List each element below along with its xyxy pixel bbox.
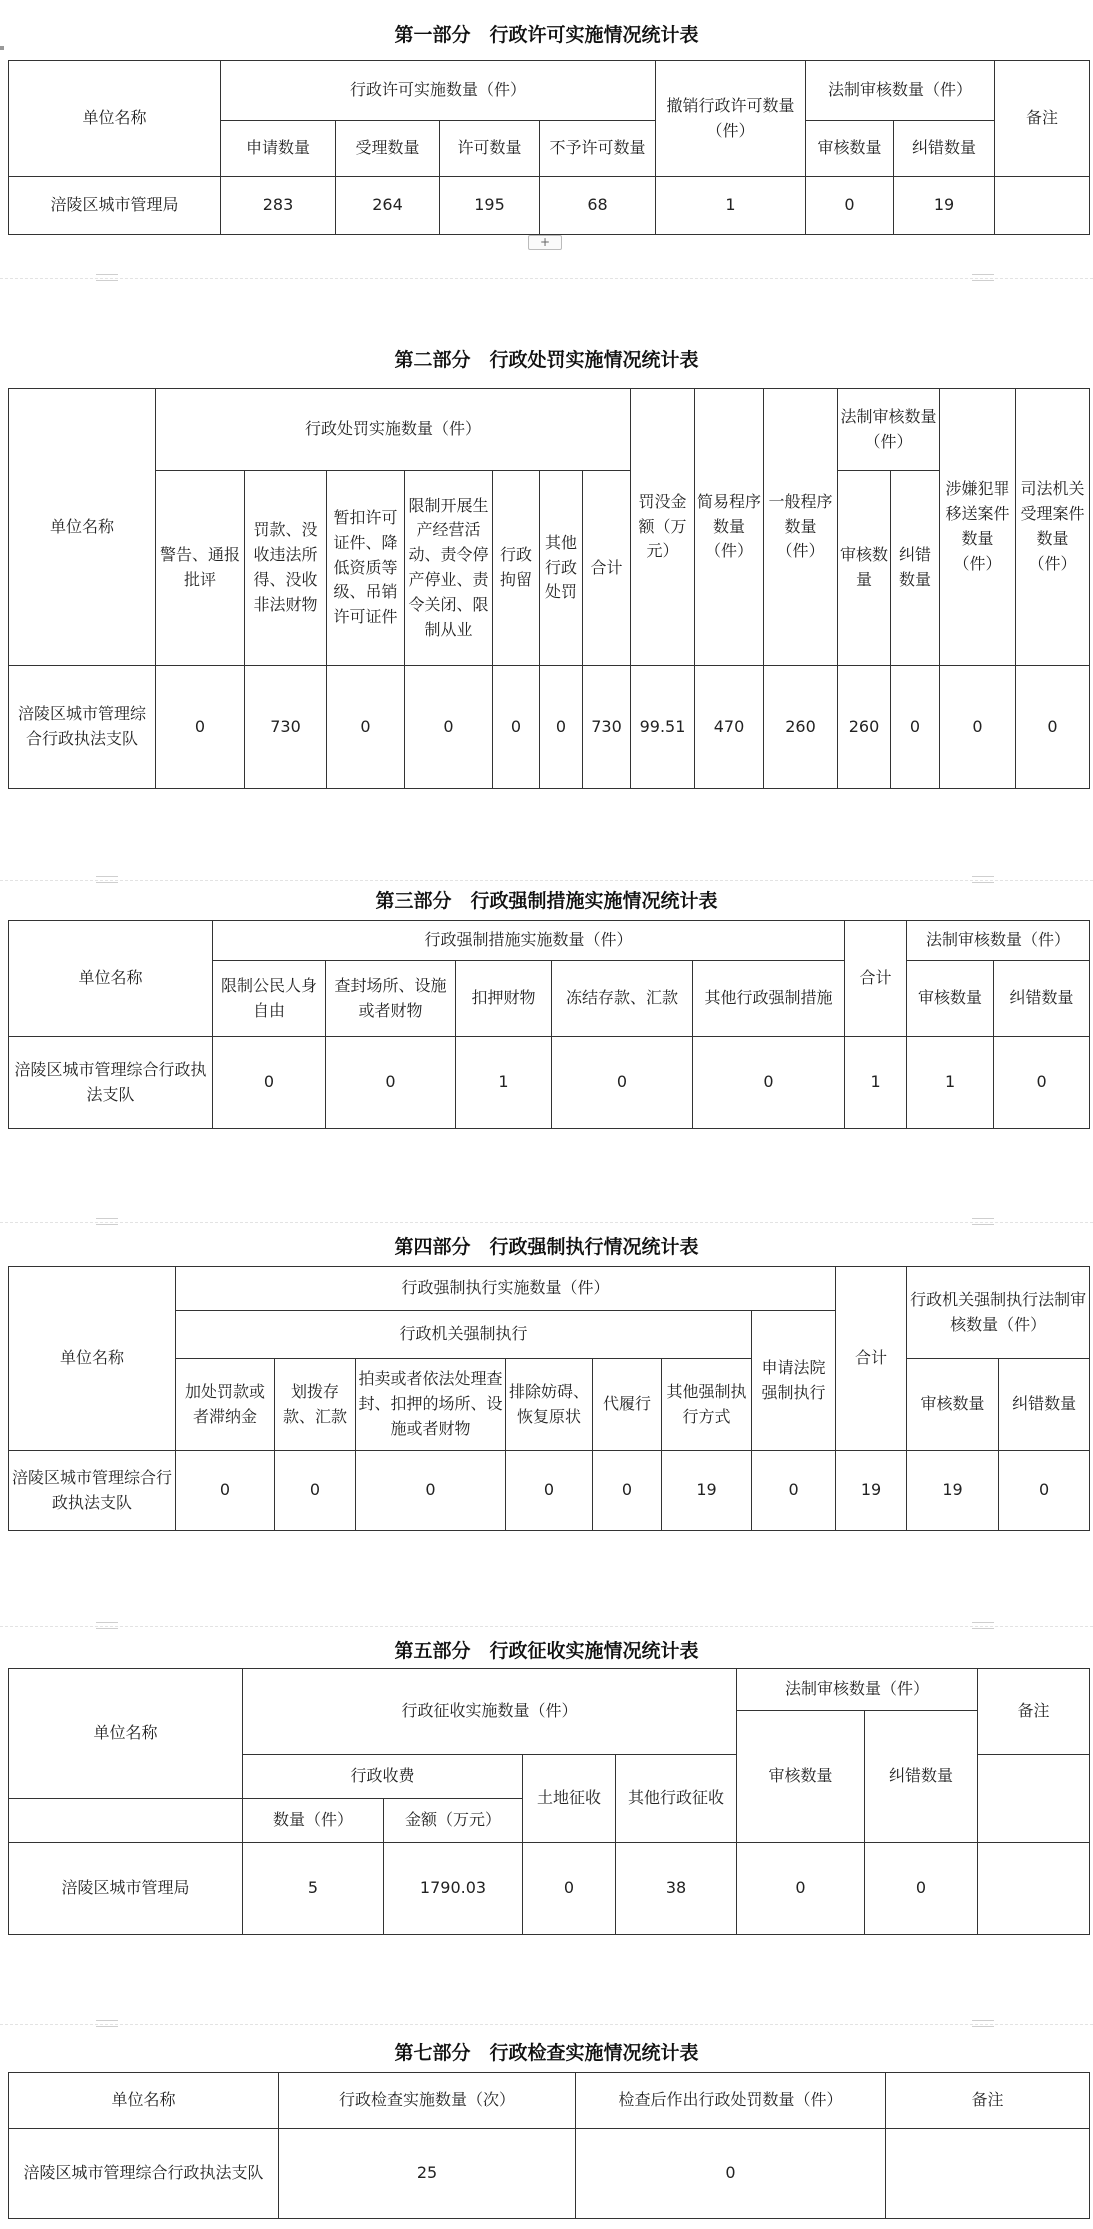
header-fees: 行政收费 xyxy=(243,1755,523,1799)
cell-note-header-blank xyxy=(978,1755,1090,1843)
header-legal-review: 法制审核数量（件） xyxy=(838,389,940,471)
permit-table xyxy=(8,60,1090,235)
header-review-count: 审核数量 xyxy=(838,471,891,666)
header-seize: 扣押财物 xyxy=(456,961,552,1037)
cell-other: 0 xyxy=(540,666,583,789)
margin-marker xyxy=(96,876,118,883)
cell-correct-count: 0 xyxy=(999,1451,1090,1531)
inspection-table xyxy=(8,2072,1090,2219)
cell-correct-count: 0 xyxy=(891,666,940,789)
header-proxy: 代履行 xyxy=(593,1359,662,1451)
table-row xyxy=(9,1037,1090,1129)
header-execution-impl: 行政强制执行实施数量（件） xyxy=(176,1267,836,1311)
cell-auction: 0 xyxy=(356,1451,506,1531)
table-row xyxy=(9,1843,1090,1935)
header-unit: 单位名称 xyxy=(9,389,156,666)
header-other: 其他行政强制措施 xyxy=(693,961,845,1037)
header-general: 一般程序数量（件） xyxy=(764,389,838,666)
page-separator xyxy=(0,2024,1093,2025)
coercive-measure-table xyxy=(8,920,1090,1129)
cell-detain: 0 xyxy=(493,666,540,789)
header-organ-execution: 行政机关强制执行 xyxy=(176,1311,752,1359)
section7-title: 第七部分 行政检查实施情况统计表 xyxy=(394,2042,699,2064)
cell-court: 0 xyxy=(752,1451,836,1531)
cell-seize: 1 xyxy=(456,1037,552,1129)
add-row-button[interactable]: + xyxy=(528,235,562,250)
header-correct-count: 纠错数量 xyxy=(994,961,1090,1037)
cell-land: 0 xyxy=(523,1843,616,1935)
header-measure-impl: 行政强制措施实施数量（件） xyxy=(213,921,845,961)
header-court: 申请法院强制执行 xyxy=(752,1311,836,1451)
header-seal: 查封场所、设施或者财物 xyxy=(326,961,456,1037)
cell-apply: 283 xyxy=(221,177,336,235)
header-reject: 不予许可数量 xyxy=(540,121,656,177)
header-judicial: 司法机关受理案件数量（件） xyxy=(1016,389,1090,666)
header-revoke: 撤销行政许可数量（件） xyxy=(656,61,806,177)
cell-fine: 730 xyxy=(245,666,327,789)
cell-revoke: 1 xyxy=(656,177,806,235)
cell-unit: 涪陵区城市管理综合行政执法支队 xyxy=(9,1037,213,1129)
header-correct-count: 纠错数量 xyxy=(999,1359,1090,1451)
margin-marker xyxy=(96,1622,118,1629)
coercive-execution-table xyxy=(8,1266,1090,1531)
cell-note xyxy=(886,2129,1090,2219)
cell-general: 260 xyxy=(764,666,838,789)
header-correct-count: 纠错数量 xyxy=(865,1711,978,1843)
header-detain: 行政拘留 xyxy=(493,471,540,666)
header-review-count: 审核数量 xyxy=(907,961,994,1037)
cell-limit-freedom: 0 xyxy=(213,1037,326,1129)
cell-reject: 68 xyxy=(540,177,656,235)
cell-total: 730 xyxy=(583,666,631,789)
cell-remove: 0 xyxy=(506,1451,593,1531)
cell-freeze: 0 xyxy=(552,1037,693,1129)
page-separator xyxy=(0,1626,1093,1627)
cell-note xyxy=(978,1843,1090,1935)
header-transfer: 划拨存款、汇款 xyxy=(275,1359,356,1451)
cell-warning: 0 xyxy=(156,666,245,789)
header-total: 合计 xyxy=(836,1267,907,1451)
cell-inspection-impl: 25 xyxy=(279,2129,576,2219)
cell-review-count: 260 xyxy=(838,666,891,789)
cell-seal: 0 xyxy=(326,1037,456,1129)
page-separator xyxy=(0,880,1093,881)
margin-marker xyxy=(96,2020,118,2027)
cell-review-count: 0 xyxy=(737,1843,865,1935)
header-other: 其他强制执行方式 xyxy=(662,1359,752,1451)
header-other: 其他行政处罚 xyxy=(540,471,583,666)
penalty-table xyxy=(8,388,1090,789)
margin-marker xyxy=(972,1622,994,1629)
header-correct-count: 纠错数量 xyxy=(891,471,940,666)
margin-marker xyxy=(96,1218,118,1225)
cell-after-inspection: 0 xyxy=(576,2129,886,2219)
header-permit: 许可数量 xyxy=(440,121,540,177)
cell-restrict: 0 xyxy=(405,666,493,789)
header-simple: 简易程序数量（件） xyxy=(695,389,764,666)
cell-review-count: 19 xyxy=(907,1451,999,1531)
header-fine: 罚款、没收违法所得、没收非法财物 xyxy=(245,471,327,666)
cell-permit: 195 xyxy=(440,177,540,235)
margin-marker xyxy=(972,1218,994,1225)
header-apply: 申请数量 xyxy=(221,121,336,177)
cell-total: 19 xyxy=(836,1451,907,1531)
table-row xyxy=(9,1451,1090,1531)
cell-review-count: 1 xyxy=(907,1037,994,1129)
cell-note xyxy=(995,177,1090,235)
header-legal-review: 法制审核数量（件） xyxy=(806,61,995,121)
header-levy-impl: 行政征收实施数量（件） xyxy=(243,1669,737,1755)
header-note: 备注 xyxy=(886,2073,1090,2129)
section5-title: 第五部分 行政征收实施情况统计表 xyxy=(394,1640,699,1662)
section2-title: 第二部分 行政处罚实施情况统计表 xyxy=(394,349,699,371)
margin-marker xyxy=(972,2020,994,2027)
header-amount: 罚没金额（万元） xyxy=(631,389,695,666)
header-suspend: 暂扣许可证件、降低资质等级、吊销许可证件 xyxy=(327,471,405,666)
cell-total: 1 xyxy=(845,1037,907,1129)
header-accept: 受理数量 xyxy=(336,121,440,177)
cell-unit-header-blank xyxy=(9,1799,243,1843)
table-row xyxy=(9,666,1090,789)
section3-title: 第三部分 行政强制措施实施情况统计表 xyxy=(375,890,718,912)
cell-fee-count: 5 xyxy=(243,1843,384,1935)
margin-marker xyxy=(972,274,994,281)
page-separator xyxy=(0,1222,1093,1223)
header-auction: 拍卖或者依法处理查封、扣押的场所、设施或者财物 xyxy=(356,1359,506,1451)
header-review-count: 审核数量 xyxy=(806,121,894,177)
header-after-inspection: 检查后作出行政处罚数量（件） xyxy=(576,2073,886,2129)
header-unit: 单位名称 xyxy=(9,1669,243,1799)
cell-proxy: 0 xyxy=(593,1451,662,1531)
header-legal-review: 行政机关强制执行法制审核数量（件） xyxy=(907,1267,1090,1359)
header-warning: 警告、通报批评 xyxy=(156,471,245,666)
header-penalty-impl: 行政处罚实施数量（件） xyxy=(156,389,631,471)
header-permit-impl: 行政许可实施数量（件） xyxy=(221,61,656,121)
margin-marker xyxy=(96,274,118,281)
header-total: 合计 xyxy=(845,921,907,1037)
margin-marker xyxy=(972,876,994,883)
header-inspection-impl: 行政检查实施数量（次） xyxy=(279,2073,576,2129)
header-penalty: 加处罚款或者滞纳金 xyxy=(176,1359,275,1451)
levy-table xyxy=(8,1668,1090,1935)
cell-unit: 涪陵区城市管理综合行政执法支队 xyxy=(9,2129,279,2219)
cell-fee-amount: 1790.03 xyxy=(384,1843,523,1935)
header-note: 备注 xyxy=(978,1669,1090,1755)
cell-penalty: 0 xyxy=(176,1451,275,1531)
cell-transfer: 0 xyxy=(940,666,1016,789)
cell-other: 19 xyxy=(662,1451,752,1531)
header-other: 其他行政征收 xyxy=(616,1755,737,1843)
header-restrict: 限制开展生产经营活动、责令停产停业、责令关闭、限制从业 xyxy=(405,471,493,666)
header-limit-freedom: 限制公民人身自由 xyxy=(213,961,326,1037)
header-unit: 单位名称 xyxy=(9,921,213,1037)
cell-correct-count: 19 xyxy=(894,177,995,235)
cell-accept: 264 xyxy=(336,177,440,235)
header-transfer: 涉嫌犯罪移送案件数量（件） xyxy=(940,389,1016,666)
header-total: 合计 xyxy=(583,471,631,666)
section1-title: 第一部分 行政许可实施情况统计表 xyxy=(394,24,699,46)
header-fee-count: 数量（件） xyxy=(243,1799,384,1843)
header-legal-review: 法制审核数量（件） xyxy=(737,1669,978,1711)
cell-unit: 涪陵区城市管理局 xyxy=(9,177,221,235)
cell-unit: 涪陵区城市管理综合行政执法支队 xyxy=(9,1451,176,1531)
cell-correct-count: 0 xyxy=(994,1037,1090,1129)
header-review-count: 审核数量 xyxy=(737,1711,865,1843)
cell-correct-count: 0 xyxy=(865,1843,978,1935)
cell-other: 0 xyxy=(693,1037,845,1129)
header-unit: 单位名称 xyxy=(9,61,221,177)
section4-title: 第四部分 行政强制执行情况统计表 xyxy=(394,1236,699,1258)
header-legal-review: 法制审核数量（件） xyxy=(907,921,1090,961)
cell-review-count: 0 xyxy=(806,177,894,235)
header-review-count: 审核数量 xyxy=(907,1359,999,1451)
cell-suspend: 0 xyxy=(327,666,405,789)
table-row xyxy=(9,2129,1090,2219)
header-land: 土地征收 xyxy=(523,1755,616,1843)
cell-simple: 470 xyxy=(695,666,764,789)
cell-judicial: 0 xyxy=(1016,666,1090,789)
header-note: 备注 xyxy=(995,61,1090,177)
header-correct-count: 纠错数量 xyxy=(894,121,995,177)
header-freeze: 冻结存款、汇款 xyxy=(552,961,693,1037)
header-remove: 排除妨碍、恢复原状 xyxy=(506,1359,593,1451)
cell-transfer: 0 xyxy=(275,1451,356,1531)
page-separator xyxy=(0,278,1093,279)
table-row xyxy=(9,177,1090,235)
cell-amount: 99.51 xyxy=(631,666,695,789)
header-fee-amount: 金额（万元） xyxy=(384,1799,523,1843)
cell-unit: 涪陵区城市管理综合行政执法支队 xyxy=(9,666,156,789)
header-unit: 单位名称 xyxy=(9,1267,176,1451)
cell-unit: 涪陵区城市管理局 xyxy=(9,1843,243,1935)
cell-other: 38 xyxy=(616,1843,737,1935)
header-unit: 单位名称 xyxy=(9,2073,279,2129)
